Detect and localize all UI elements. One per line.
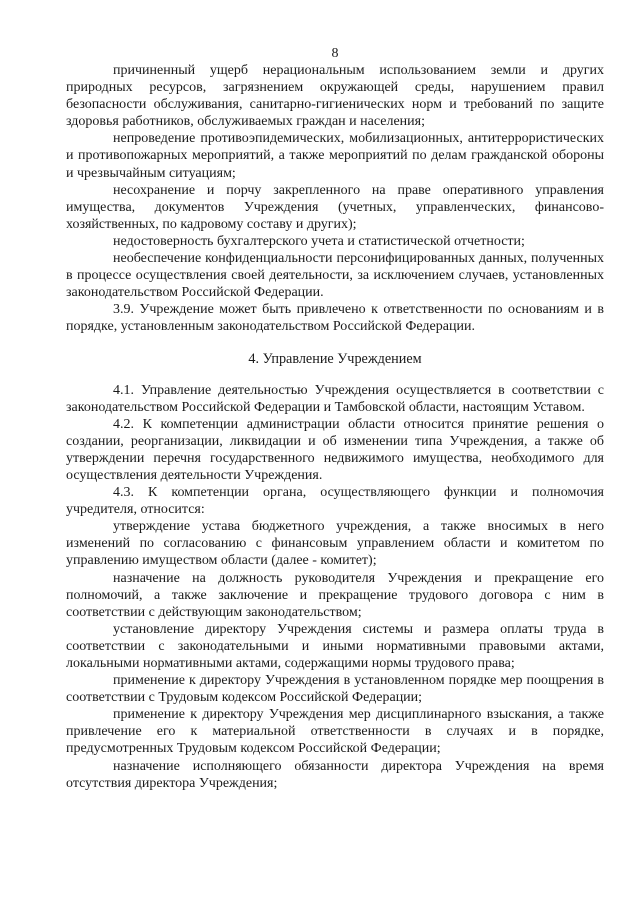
- paragraph-damage: причиненный ущерб нерациональным использованием земли и других природных ресурсов, загрязнением окружающей среды, нарушением правил безопасности обслуживания, санитарно-гигиенических норм и требований по защите здоровья работников, обслуживаемых граждан и населения;: [66, 63, 604, 130]
- page-number: 8: [331, 46, 339, 61]
- paragraph-anti-epidemic: непроведение противоэпидемических, мобилизационных, антитеррористических и противопожарных мероприятий, а также мероприятий по делам гражданской обороны и чрезвычайным ситуациям;: [66, 131, 604, 181]
- list-item-charter-approval: утверждение устава бюджетного учреждения, а также вносимых в него изменений по согласованию с финансовым управлением области и комитетом по управлению имуществом области (далее - комитет);: [66, 519, 604, 569]
- list-item-salary-system: установление директору Учреждения системы и размера оплаты труда в соответствии с законодательными и иными нормативными правовыми актами, локальными нормативными актами, содержащими нормы трудового права;: [66, 621, 604, 671]
- list-item-acting-director: назначение исполняющего обязанности директора Учреждения на время отсутствия директора Учреждения;: [66, 758, 604, 791]
- document-page: [66, 0, 604, 792]
- paragraph-3-9: 3.9. Учреждение может быть привлечено к ответственности по основаниям и в порядке, установленным законодательством Российской Федерации.: [66, 302, 604, 335]
- section-4-heading: 4. Управление Учреждением: [248, 350, 422, 367]
- list-item-incentives: применение к директору Учреждения в установленном порядке мер поощрения в соответствии с Трудовым кодексом Российской Федерации;: [66, 673, 604, 706]
- list-item-disciplinary: применение к директору Учреждения мер дисциплинарного взыскания, а также привлечение его к материальной ответственности в случаях и в порядке, предусмотренных Трудовым кодексом Российской Федерации;: [66, 707, 604, 757]
- list-item-director-appointment: назначение на должность руководителя Учреждения и прекращение его полномочий, а также заключение и прекращение трудового договора с ним в соответствии с действующим законодательством;: [66, 570, 604, 620]
- paragraph-property: несохранение и порчу закрепленного на праве оперативного управления имущества, документов Учреждения (учетных, управленческих, финансово-хозяйственных, по кадровому составу и других);: [66, 182, 604, 232]
- paragraph-4-2: 4.2. К компетенции администрации области относится принятие решения о создании, реорганизации, ликвидации и об изменении типа Учреждения, а также об утверждении перечня государственного недвижимого имущества, необходимого для осуществления деятельности Учреждения.: [66, 416, 604, 483]
- paragraph-confidentiality: необеспечение конфиденциальности персонифицированных данных, полученных в процессе осуществления своей деятельности, за исключением случаев, установленных законодательством Российской Федерации.: [66, 251, 604, 301]
- paragraph-4-1: 4.1. Управление деятельностью Учреждения осуществляется в соответствии с законодательством Российской Федерации и Тамбовской области, настоящим Уставом.: [66, 382, 604, 415]
- paragraph-4-3: 4.3. К компетенции органа, осуществляющего функции и полномочия учредителя, относится:: [66, 485, 604, 518]
- paragraph-accounting: недостоверность бухгалтерского учета и статистической отчетности;: [113, 233, 525, 249]
